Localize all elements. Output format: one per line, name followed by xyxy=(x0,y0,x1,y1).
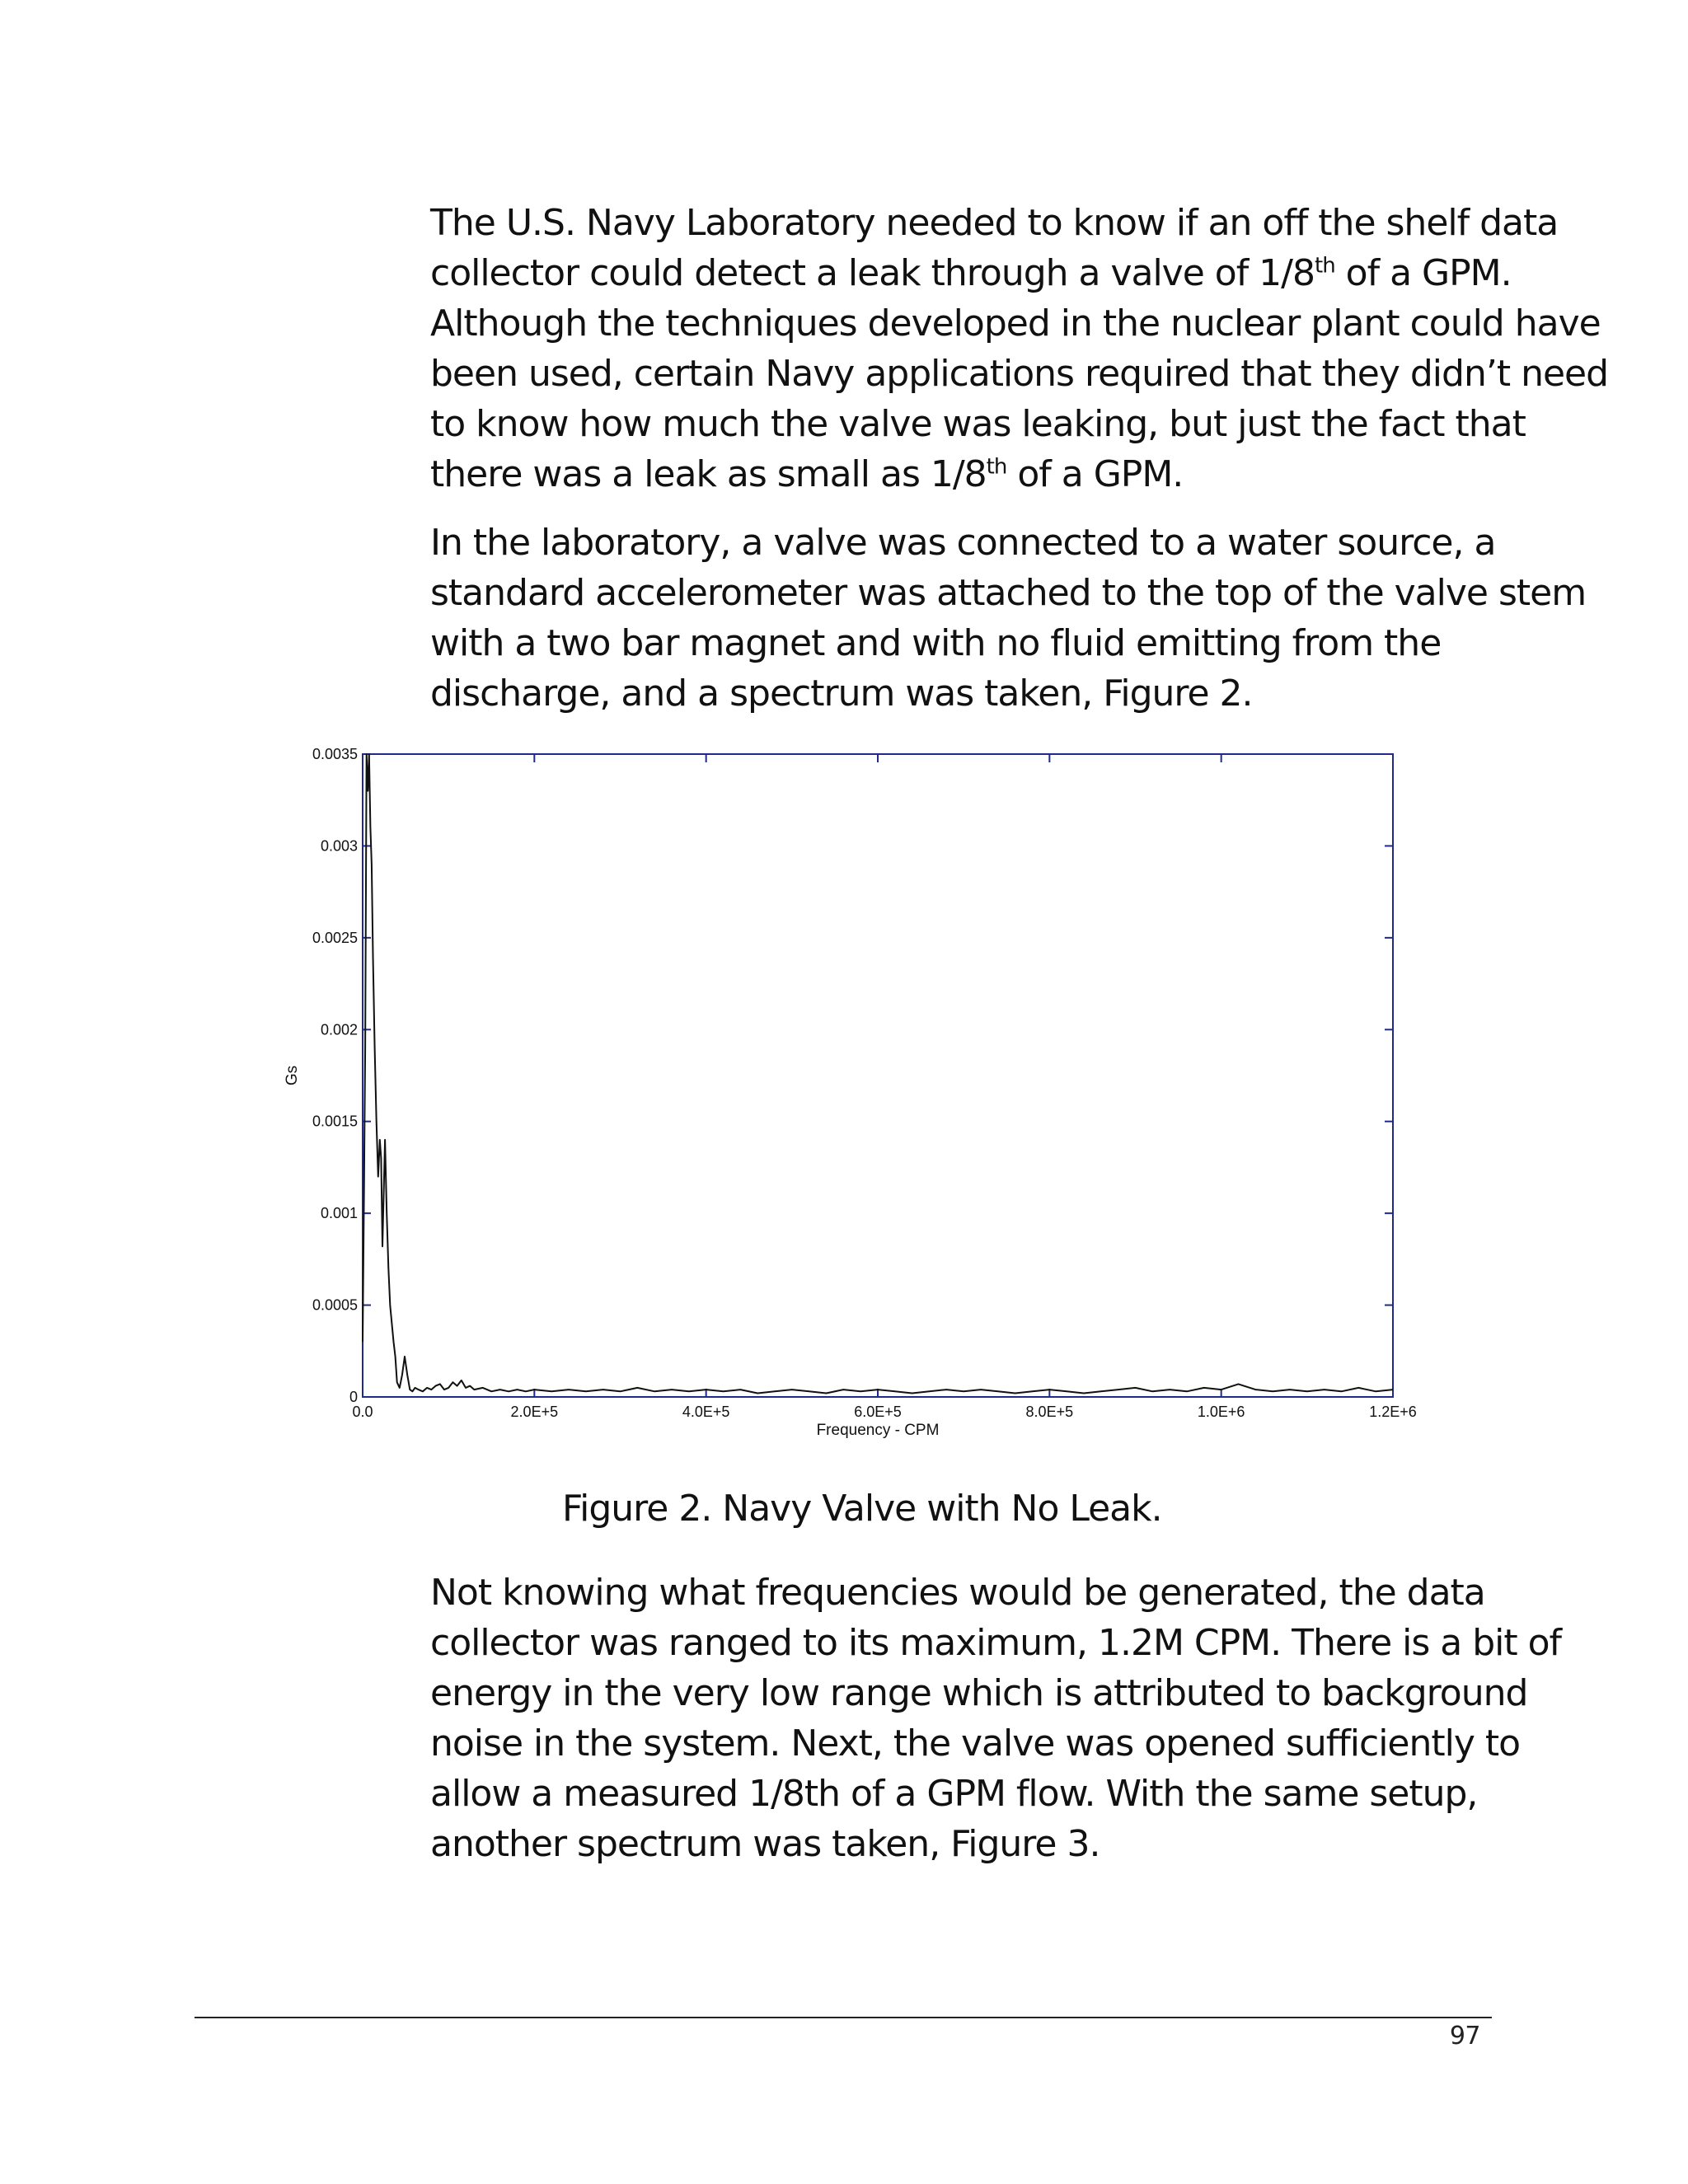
text-line: another spectrum was taken, Figure 3. xyxy=(430,1823,1100,1865)
x-tick-label: 4.0E+5 xyxy=(682,1404,730,1420)
text-line: been used, certain Navy applications required that they didn’t need xyxy=(430,353,1609,395)
spectrum-line xyxy=(363,754,1393,1394)
text-line: In the laboratory, a valve was connected to a water source, a xyxy=(430,522,1496,564)
text-line: Although the techniques developed in the nuclear plant could have xyxy=(430,302,1601,344)
x-tick-label: 2.0E+5 xyxy=(510,1404,559,1420)
y-tick-label: 0.003 xyxy=(320,837,358,855)
results-paragraph xyxy=(430,1568,1562,1869)
text-line: standard accelerometer was attached to the top of the valve stem xyxy=(430,572,1587,614)
text-line: noise in the system. Next, the valve was opened sufficiently to xyxy=(430,1722,1521,1765)
y-tick-label: 0 xyxy=(349,1389,358,1405)
text-span: of a GPM. xyxy=(1334,252,1512,294)
intro-paragraph xyxy=(430,198,1609,499)
y-tick-label: 0.0035 xyxy=(312,746,358,762)
text-line: energy in the very low range which is attributed to background xyxy=(430,1672,1528,1714)
spectrum-chart xyxy=(272,738,1442,1455)
text-line: allow a measured 1/8th of a GPM flow. With the same setup, xyxy=(430,1773,1478,1815)
x-tick-label: 1.2E+6 xyxy=(1369,1404,1417,1420)
text-span: of a GPM. xyxy=(1006,453,1184,495)
text-line: with a two bar magnet and with no fluid emitting from the xyxy=(430,622,1442,664)
text-span: collector could detect a leak through a valve of 1/8 xyxy=(430,252,1315,294)
text-line xyxy=(430,449,1502,499)
superscript: th xyxy=(1315,253,1335,279)
setup-paragraph xyxy=(430,518,1587,719)
x-tick-label: 0.0 xyxy=(352,1404,373,1420)
x-tick-label: 8.0E+5 xyxy=(1025,1404,1074,1420)
text-line xyxy=(430,248,1512,298)
text-line: discharge, and a spectrum was taken, Figure 2. xyxy=(430,673,1253,715)
text-line: Not knowing what frequencies would be generated, the data xyxy=(430,1572,1485,1614)
text-line: The U.S. Navy Laboratory needed to know if an off the shelf data xyxy=(430,202,1559,244)
y-tick-label: 0.0005 xyxy=(312,1296,358,1314)
footer-divider xyxy=(195,2017,1492,2018)
page-number: 97 xyxy=(1449,2022,1480,2050)
x-tick-label: 1.0E+6 xyxy=(1197,1404,1245,1420)
plot-frame xyxy=(363,754,1393,1397)
y-tick-label: 0.002 xyxy=(320,1021,358,1038)
y-tick-label: 0.0015 xyxy=(312,1113,358,1130)
x-tick-label: 6.0E+5 xyxy=(854,1404,902,1420)
figure-caption: Figure 2. Navy Valve with No Leak. xyxy=(562,1488,1162,1530)
y-tick-label: 0.0025 xyxy=(312,929,358,946)
y-tick-label: 0.001 xyxy=(320,1205,358,1222)
text-line: collector was ranged to its maximum, 1.2M CPM. There is a bit of xyxy=(430,1622,1562,1664)
x-axis-title: Frequency - CPM xyxy=(816,1422,940,1439)
superscript: th xyxy=(986,454,1007,480)
text-span: there was a leak as small as 1/8 xyxy=(430,453,987,495)
text-line: to know how much the valve was leaking, but just the fact that xyxy=(430,403,1526,445)
y-axis-title: Gs xyxy=(284,1065,301,1086)
